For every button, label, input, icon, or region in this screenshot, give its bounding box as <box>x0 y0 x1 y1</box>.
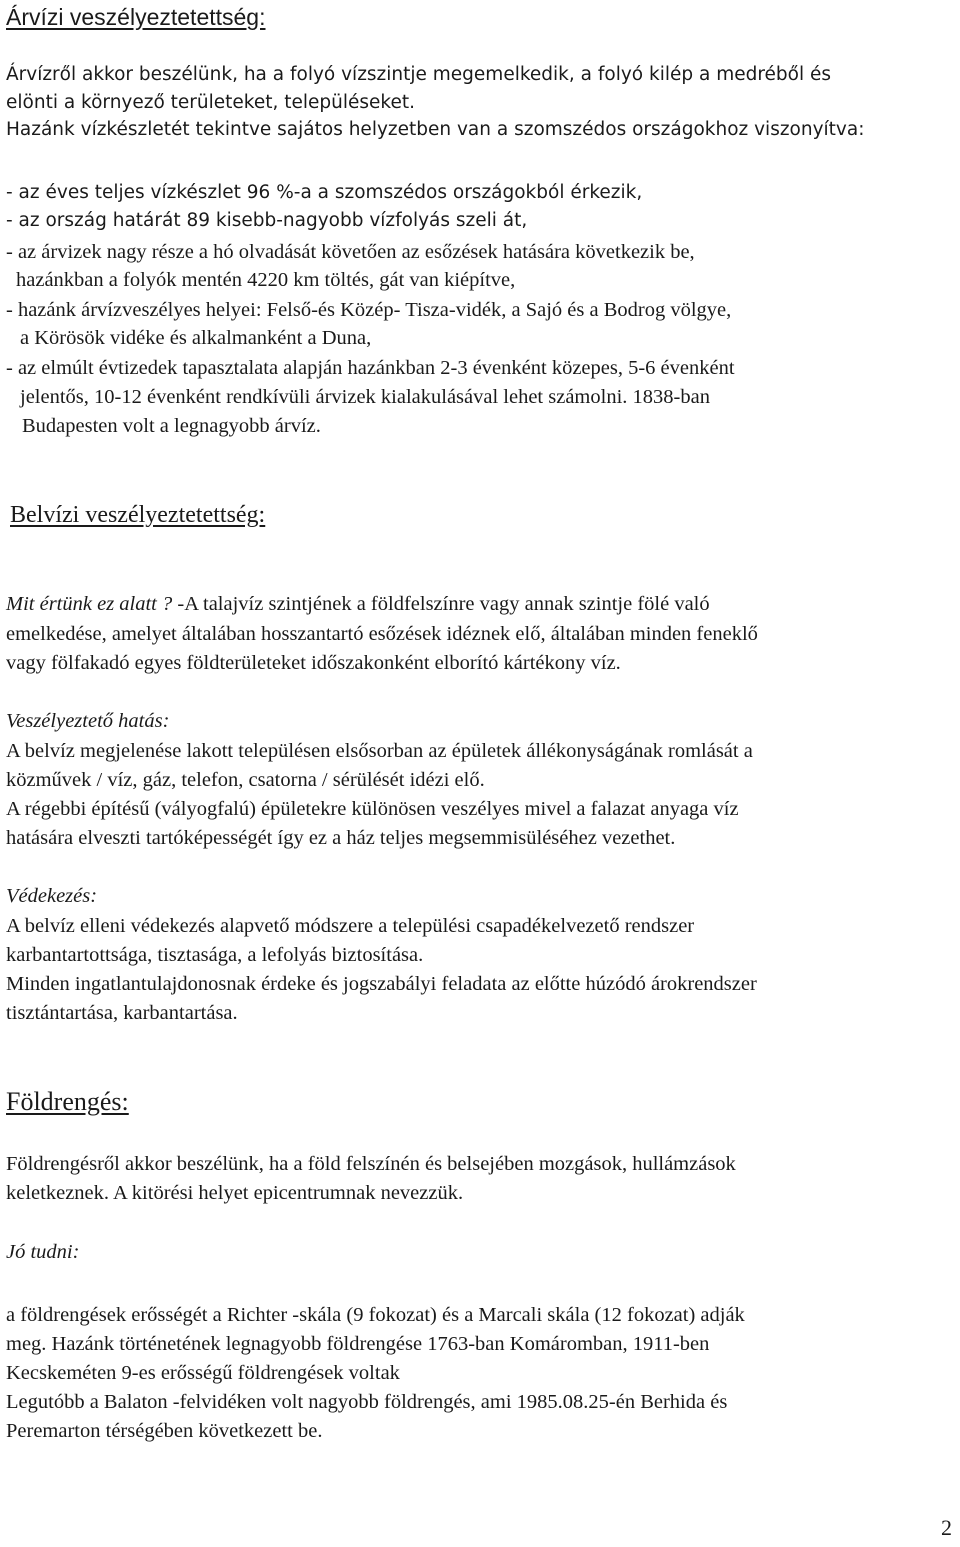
arvizi-bullet-3-cont: hazánkban a folyók mentén 4220 km töltés, gát van kiépítve, <box>16 269 516 291</box>
arvizi-line-3: Hazánk vízkészletét tekintve sajátos helyzetben van a szomszédos országokhoz viszonyítva: <box>6 119 865 140</box>
heading-arvizi: Árvízi veszélyeztetettség: <box>6 4 266 30</box>
arvizi-bullet-5-cont: jelentős, 10-12 évenként rendkívüli árvizek kialakulásával lehet számolni. 1838-ban <box>20 386 710 408</box>
foldrenges-fact-line-2: meg. Hazánk történetének legnagyobb földrengése 1763-ban Komáromban, 1911-ben <box>6 1333 710 1355</box>
arvizi-bullet-2: - az ország határát 89 kisebb-nagyobb vízfolyás szeli át, <box>6 210 528 231</box>
page-number: 2 <box>941 1515 952 1540</box>
belvizi-hatas-line-4: hatására elveszti tartóképességét így ez a ház teljes megsemmisüléséhez vezethet. <box>6 827 676 849</box>
belvizi-question-text: -A talajvíz szintjének a földfelszínre vagy annak szintje fölé való <box>172 593 710 615</box>
arvizi-bullet-1: - az éves teljes vízkészlet 96 %-a a szomszédos országokból érkezik, <box>6 182 643 203</box>
belvizi-question-label: Mit értünk ez alatt ? <box>6 593 173 615</box>
belvizi-hatas-label: Veszélyeztető hatás: <box>6 710 170 732</box>
foldrenges-fact-line-5: Peremarton térségében következett be. <box>6 1420 323 1442</box>
foldrenges-fact-line-3: Kecskeméten 9-es erősségű földrengések voltak <box>6 1362 400 1384</box>
belvizi-definition-line <box>6 590 710 618</box>
belvizi-definition-cont-1: emelkedése, amelyet általában hosszantartó esőzések idéznek elő, általában minden feneklő <box>6 623 758 645</box>
foldrenges-fact-line-1: a földrengések erősségét a Richter -skála (9 fokozat) és a Marcali skála (12 fokozat) adják <box>6 1304 745 1326</box>
foldrenges-line-2: keletkeznek. A kitörési helyet epicentrumnak nevezzük. <box>6 1182 464 1204</box>
foldrenges-jo-tudni-label: Jó tudni: <box>6 1241 80 1263</box>
belvizi-vedekezes-line-4: tisztántartása, karbantartása. <box>6 1002 238 1024</box>
arvizi-bullet-4-cont: a Körösök vidéke és alkalmanként a Duna, <box>20 327 372 349</box>
arvizi-line-1: Árvízről akkor beszélünk, ha a folyó vízszintje megemelkedik, a folyó kilép a medréből és <box>6 64 832 85</box>
heading-foldrenges: Földrengés: <box>6 1087 129 1116</box>
foldrenges-fact-line-4: Legutóbb a Balaton -felvidéken volt nagyobb földrengés, ami 1985.08.25-én Berhida és <box>6 1391 728 1413</box>
heading-belvizi: Belvízi veszélyeztetettség: <box>10 502 266 528</box>
belvizi-vedekezes-line-2: karbantartottsága, tisztasága, a lefolyás biztosítása. <box>6 944 424 966</box>
belvizi-hatas-line-1: A belvíz megjelenése lakott településen elsősorban az épületek állékonyságának romlását a <box>6 740 753 762</box>
foldrenges-line-1: Földrengésről akkor beszélünk, ha a föld felszínén és belsejében mozgások, hullámzások <box>6 1153 736 1175</box>
arvizi-bullet-5: - az elmúlt évtizedek tapasztalata alapján hazánkban 2-3 évenként közepes, 5-6 évenként <box>6 357 735 379</box>
belvizi-vedekezes-line-1: A belvíz elleni védekezés alapvető módszere a települési csapadékelvezető rendszer <box>6 915 695 937</box>
belvizi-hatas-line-2: közművek / víz, gáz, telefon, csatorna / sérülését idézi elő. <box>6 769 485 791</box>
belvizi-hatas-line-3: A régebbi építésű (vályogfalú) épületekre különösen veszélyes mivel a falazat anyaga víz <box>6 798 739 820</box>
belvizi-definition-cont-2: vagy fölfakadó egyes földterületeket időszakonként elborító kártékony víz. <box>6 652 621 674</box>
arvizi-line-2: elönti a környező területeket, településeket. <box>6 92 415 113</box>
arvizi-bullet-4: - hazánk árvízveszélyes helyei: Felső-és Közép- Tisza-vidék, a Sajó és a Bodrog völgye, <box>6 299 732 321</box>
belvizi-vedekezes-label: Védekezés: <box>6 885 98 907</box>
arvizi-bullet-3: - az árvizek nagy része a hó olvadását követően az esőzések hatására következik be, <box>6 241 695 263</box>
belvizi-vedekezes-line-3: Minden ingatlantulajdonosnak érdeke és jogszabályi feladata az előtte húzódó árokrendszer <box>6 973 757 995</box>
arvizi-bullet-5-cont2: Budapesten volt a legnagyobb árvíz. <box>22 415 321 437</box>
